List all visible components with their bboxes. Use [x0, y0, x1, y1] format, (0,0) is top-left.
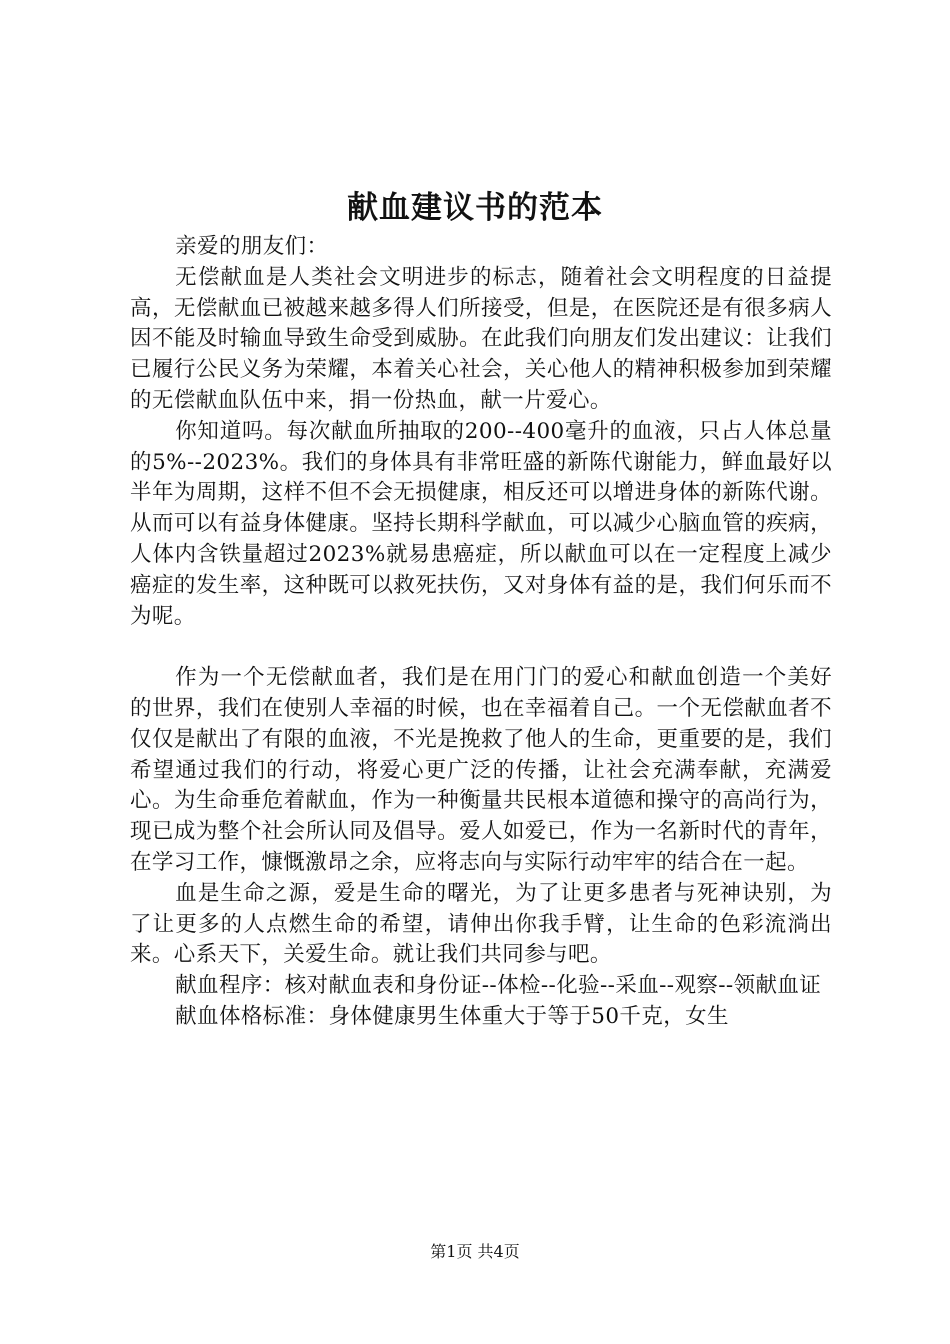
document-body — [130, 232, 832, 1033]
salutation: 亲爱的朋友们： — [175, 234, 329, 259]
paragraph-intro: 无偿献血是人类社会文明进步的标志，随着社会文明程度的日益提高，无偿献血已被越来越多得人们所接受，但是，在医院还是有很多病人因不能及时输血导致生命受到威胁。在此我们向朋友们发出建议：让我们已履行公民义务为荣耀，本着关心社会，关心他人的精神积极参加到荣耀的无偿献血队伍中来，捐一份热血，献一片爱心。 — [130, 264, 832, 413]
paragraph-donor: 作为一个无偿献血者，我们是在用门门的爱心和献血创造一个美好的世界，我们在使别人幸福的时候，也在幸福着自己。一个无偿献血者不仅仅是献出了有限的血液，不光是挽救了他人的生命，更重要的是，我们希望通过我们的行动，将爱心更广泛的传播，让社会充满奉献，充满爱心。为生命垂危着献血，作为一种衡量共民根本道德和操守的高尚行为，现已成为整个社会所认同及倡导。爱人如爱已，作为一名新时代的青年，在学习工作，慷慨激昂之余，应将志向与实际行动牢牢的结合在一起。 — [130, 665, 832, 875]
page-footer: 第1页 共4页 — [430, 1242, 520, 1261]
paragraph-health: 你知道吗。每次献血所抽取的200--400毫升的血液，只占人体总量的5%--2023%。我们的身体具有非常旺盛的新陈代谢能力，鲜血最好以半年为周期，这样不但不会无损健康，相反还可以增进身体的新陈代谢。从而可以有益身体健康。坚持长期科学献血，可以减少心脑血管的疾病，人体内含铁量超过2023%就易患癌症，所以献血可以在一定程度上减少癌症的发生率，这种既可以救死扶伤，又对身体有益的是，我们何乐而不为呢。 — [130, 418, 832, 629]
paragraph-standard: 献血体格标准：身体健康男生体重大于等于50千克，女生 — [175, 1003, 729, 1029]
paragraph-spacer — [130, 632, 832, 663]
paragraph-procedure: 献血程序：核对献血表和身份证--体检--化验--采血--观察--领献血证 — [175, 973, 822, 999]
paragraph-appeal: 血是生命之源，爱是生命的曙光，为了让更多患者与死神诀别，为了让更多的人点燃生命的希望，请伸出你我手臂，让生命的色彩流淌出来。心系天下，关爱生命。就让我们共同参与吧。 — [130, 880, 832, 968]
document-title: 献血建议书的范本 — [347, 190, 603, 226]
